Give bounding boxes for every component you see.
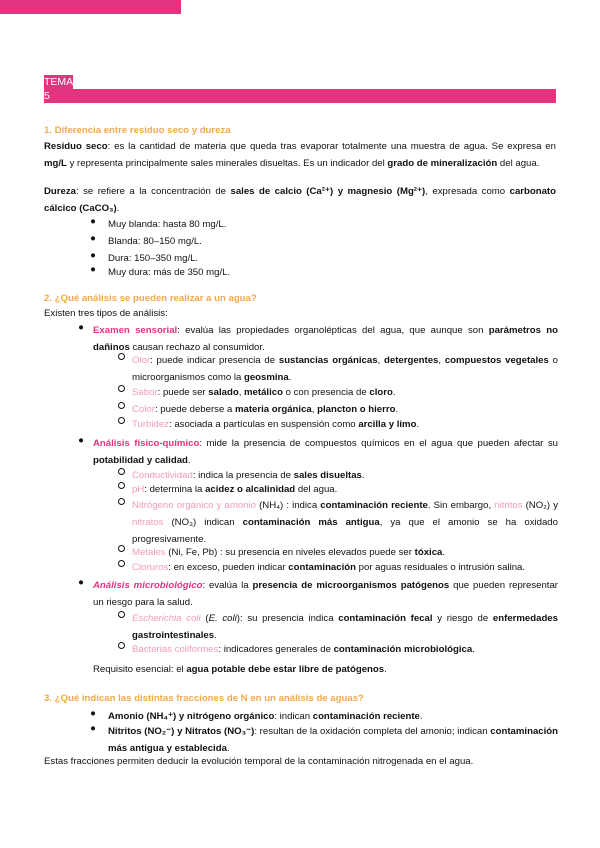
bullet-icon: ● <box>90 216 96 227</box>
text: : mide la presencia de compuestos químicos en el agua que pueden afectar su <box>199 438 558 449</box>
tema-label <box>44 75 73 89</box>
text: (NO₃) indican <box>163 517 243 528</box>
text: . <box>472 644 475 655</box>
text: : puede ser <box>157 387 209 398</box>
text-bold: plancton o hierro <box>317 404 396 415</box>
ring-bullet-icon <box>116 481 126 492</box>
text-bold: Amonio (NH₄⁺) y nitrógeno orgánico <box>108 711 275 722</box>
section3-title: 3. ¿Qué indican las distintas fracciones de N en un análisis de aguas? <box>44 693 364 704</box>
color-term: Color <box>132 404 155 415</box>
nitritos-term: nitritos <box>494 500 523 511</box>
text: . <box>392 387 396 398</box>
text-bold: carbonato cálcico (CaCO₃) <box>44 186 556 214</box>
fisico-item <box>93 435 558 469</box>
text: . <box>288 372 292 383</box>
text: del agua. <box>497 158 540 169</box>
text: , <box>377 355 384 366</box>
bullet-icon: ● <box>90 723 96 734</box>
residuo-paragraph <box>44 138 556 172</box>
bullet-icon: ● <box>90 264 96 275</box>
text: : indica la presencia de <box>192 470 294 481</box>
text-bold: compuestos vegetales <box>444 355 549 366</box>
text: : evalúa la <box>202 580 253 591</box>
sabor-item <box>132 384 558 401</box>
requisito-text <box>93 661 558 678</box>
turbidez-term: Turbidez <box>132 419 169 430</box>
dureza-term: Dureza <box>44 186 76 197</box>
ring-bullet-icon <box>116 641 126 652</box>
ph-term: pH <box>132 484 145 495</box>
text: (NO₂) y <box>522 500 558 511</box>
sensorial-term: Examen sensorial <box>93 325 178 336</box>
micro-item <box>93 577 558 611</box>
ecoli-term: Escherichia coli <box>132 613 201 624</box>
text: , expresada como <box>425 186 510 197</box>
text-bold: contaminación <box>288 562 356 573</box>
text: . <box>116 203 120 214</box>
list-item: Blanda: 80–150 mg/L. <box>108 236 202 247</box>
text: : resultan de la oxidación completa del amonio; indican <box>254 726 491 737</box>
bullet-icon: ● <box>90 233 96 244</box>
text: ): su presencia indica <box>236 613 339 624</box>
text: o microorganismos como la <box>132 355 558 383</box>
text: . Sin embargo, <box>427 500 495 511</box>
text: (Ni, Fe, Pb) : su presencia en niveles elevados puede ser <box>165 547 415 558</box>
text: . <box>442 547 446 558</box>
micro-term: Análisis microbiológico <box>93 580 203 591</box>
text-bold: metálico <box>244 387 283 398</box>
closing-paragraph: Estas fracciones permiten deducir la evolución temporal de la contaminación nitrogenada en el agua. <box>44 756 474 767</box>
turbidez-item <box>132 416 558 433</box>
bullet-icon: ● <box>90 708 96 719</box>
ring-bullet-icon <box>116 610 126 621</box>
text: y representa principalmente sales minerales disueltas. Es un indicador del <box>66 158 388 169</box>
tema-number: 5 <box>44 90 50 102</box>
ring-bullet-icon <box>116 416 126 427</box>
tema-text: TEMA <box>44 76 74 88</box>
sensorial-item <box>93 322 558 356</box>
text-italic: E. coli <box>208 613 237 624</box>
cloruros-item <box>132 559 558 576</box>
ring-bullet-icon <box>116 467 126 478</box>
tema-number-bar <box>44 89 556 103</box>
text-bold: grado de mineralización <box>387 158 498 169</box>
text: que pueden representar un riesgo para la salud. <box>93 580 559 608</box>
nitratos-term: nitratos <box>132 517 164 528</box>
text: . <box>187 455 191 466</box>
text: y riesgo de <box>432 613 493 624</box>
ring-bullet-icon <box>116 544 126 555</box>
text: : evalúa las propiedades organolépticas del agua, que aunque son <box>177 325 489 336</box>
ring-bullet-icon <box>116 401 126 412</box>
text-bold: contaminación microbiológica <box>333 644 473 655</box>
text-bold: acidez o alcalinidad <box>205 484 296 495</box>
dureza-paragraph <box>44 183 556 217</box>
residuo-term: Residuo seco <box>44 141 108 152</box>
text-bold: arcilla y limo <box>358 419 417 430</box>
olor-term: Olor <box>132 355 151 366</box>
fisico-term: Análisis físico-químico <box>93 438 200 449</box>
text: : puede deberse a <box>154 404 235 415</box>
text: . <box>395 404 399 415</box>
text: : se refiere a la concentración de <box>76 186 231 197</box>
text-bold: tóxica <box>414 547 443 558</box>
conductividad-term: Conductividad <box>132 470 193 481</box>
text: Requisito esencial: el <box>93 664 187 675</box>
cloruros-term: Cloruros <box>132 562 169 573</box>
text-bold: contaminación fecal <box>338 613 433 624</box>
text: , <box>438 355 445 366</box>
text: . <box>419 711 423 722</box>
ring-bullet-icon <box>116 497 126 508</box>
text-bold: cloro <box>369 387 393 398</box>
text: o con presencia de <box>282 387 370 398</box>
nitrogeno-item <box>132 497 558 548</box>
text: . <box>384 664 387 675</box>
text: : es la cantidad de materia que queda tras evaporar totalmente una muestra de agua. Se expresa en <box>107 141 556 152</box>
list-item: Muy blanda: hasta 80 mg/L. <box>108 219 227 230</box>
text-bold: sustancias orgánicas <box>278 355 378 366</box>
title-underline-bar <box>0 0 181 14</box>
section2-title: 2. ¿Qué análisis se pueden realizar a un agua? <box>44 293 257 304</box>
nitritos-item <box>108 723 558 757</box>
text-bold: contaminación reciente <box>320 500 428 511</box>
text-bold: salado <box>208 387 239 398</box>
text-bold: geosmina <box>243 372 289 383</box>
text: del agua. <box>295 484 338 495</box>
text: : asociada a partículas en suspensión como <box>168 419 359 430</box>
text: : determina la <box>144 484 206 495</box>
text-bold: sales de calcio (Ca²⁺) y magnesio (Mg²⁺) <box>230 186 426 197</box>
text: , <box>311 404 318 415</box>
bullet-icon: ● <box>90 250 96 261</box>
bullet-icon: ● <box>78 435 84 446</box>
text-bold: sales disueltas <box>293 470 362 481</box>
text-bold: enfermedades gastrointestinales <box>132 613 558 641</box>
bullet-icon: ● <box>78 322 84 333</box>
text: . <box>361 470 365 481</box>
text: por aguas residuales o intrusión salina. <box>355 562 526 573</box>
bullet-icon: ● <box>78 577 84 588</box>
text: : en exceso, pueden indicar <box>168 562 289 573</box>
text: . <box>214 630 217 641</box>
text: : indican <box>274 711 313 722</box>
text: , <box>238 387 245 398</box>
text: . <box>416 419 420 430</box>
text-bold: contaminación más antigua <box>242 517 380 528</box>
text: causan rechazo al consumidor. <box>129 342 265 353</box>
section1-title: 1. Diferencia entre residuo seco y dureza <box>44 125 231 136</box>
coliformes-term: Bacterias coliformes <box>132 644 219 655</box>
text-bold: contaminación reciente <box>312 711 420 722</box>
text-bold: agua potable debe estar libre de patógenos <box>186 664 385 675</box>
coliformes-item <box>132 641 558 658</box>
ph-item <box>132 481 558 498</box>
text: . <box>226 743 230 754</box>
text: , ya que el amonio se ha oxidado progresivamente. <box>132 517 558 545</box>
text-bold: Nitritos (NO₂⁻) y Nitratos (NO₃⁻) <box>108 726 255 737</box>
ring-bullet-icon <box>116 559 126 570</box>
text-bold: parámetros no dañinos <box>93 325 558 353</box>
ring-bullet-icon <box>116 352 126 363</box>
ecoli-item <box>132 610 558 644</box>
sabor-term: Sabor <box>132 387 158 398</box>
text: ( <box>200 613 209 624</box>
text: (NH₄) : indica <box>255 500 321 511</box>
list-item: Dura: 150–350 mg/L. <box>108 253 199 264</box>
metales-term: Metales <box>132 547 166 558</box>
olor-item <box>132 352 558 386</box>
text-bold: presencia de microorganismos patógenos <box>252 580 450 591</box>
unit: mg/L <box>44 158 67 169</box>
text: : puede indicar presencia de <box>150 355 279 366</box>
section2-intro: Existen tres tipos de análisis: <box>44 308 168 319</box>
text-bold: potabilidad y calidad <box>93 455 188 466</box>
text-bold: contaminación más antigua y establecida <box>108 726 558 754</box>
text: : indicadores generales de <box>218 644 334 655</box>
ring-bullet-icon <box>116 384 126 395</box>
nitrogeno-term: Nitrógeno orgánico y amonio <box>132 500 256 511</box>
text-bold: detergentes <box>384 355 439 366</box>
list-item: Muy dura: más de 350 mg/L. <box>108 267 231 278</box>
text-bold: materia orgánica <box>234 404 312 415</box>
